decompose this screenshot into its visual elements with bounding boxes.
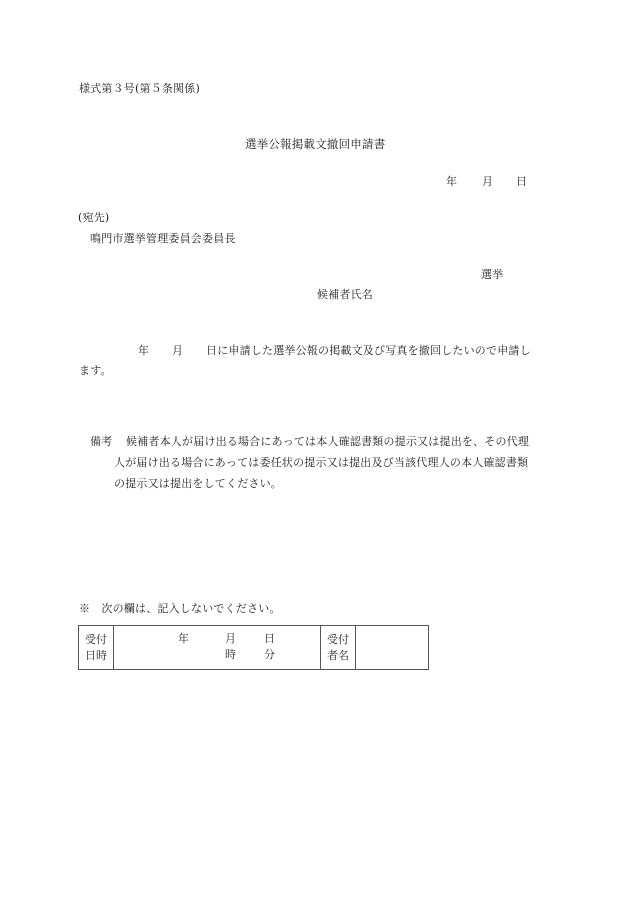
addressee: 鳴門市選挙管理委員会委員長 [90,232,236,245]
receipt-datetime-field[interactable] [114,626,321,670]
note-line3: の提示又は提出をしてください。 [114,477,282,490]
body-month-label: 月 [172,344,184,357]
body-year-label: 年 [138,344,150,357]
body-line1: 日に申請した選挙公報の掲載文及び写真を撤回したいので申請し [206,344,531,357]
note-line1: 候補者本人が届け出る場合にあっては本人確認書類の提示又は提出を、その代理 [126,435,530,448]
office-use-instruction: ※ 次の欄は、記入しないでください。 [79,602,281,615]
date-year-label: 年 [446,175,458,188]
receiver-name-field[interactable] [356,626,429,670]
receipt-datetime-label [79,626,114,670]
document-title: 選挙公報掲載文撤回申請書 [245,137,386,151]
receipt-year-label: 年 [178,632,189,645]
addressee-label: (宛先) [78,211,110,224]
receiver-label [321,626,356,670]
receipt-day-label: 日 [264,632,275,645]
form-number: 様式第３号(第５条関係) [79,82,200,95]
receipt-table [78,625,429,670]
note-label: 備考 [90,435,113,448]
date-month-label: 月 [482,175,494,188]
receiver-label-line1: 受付 [327,632,349,646]
body-line2: ます。 [79,364,112,377]
date-day-label: 日 [516,175,528,188]
receipt-datetime-label-line1: 受付 [85,632,107,646]
candidate-name-label: 候補者氏名 [317,288,373,301]
election-label: 選挙 [481,268,504,281]
receiver-label-line2: 者名 [327,648,349,662]
receipt-hour-label: 時 [225,648,236,661]
receipt-datetime-label-line2: 日時 [85,648,107,662]
receipt-minute-label: 分 [264,648,275,661]
note-line2: 人が届け出る場合にあっては委任状の提示又は提出及び当該代理人の本人確認書類 [114,456,529,469]
receipt-month-label: 月 [225,632,236,645]
